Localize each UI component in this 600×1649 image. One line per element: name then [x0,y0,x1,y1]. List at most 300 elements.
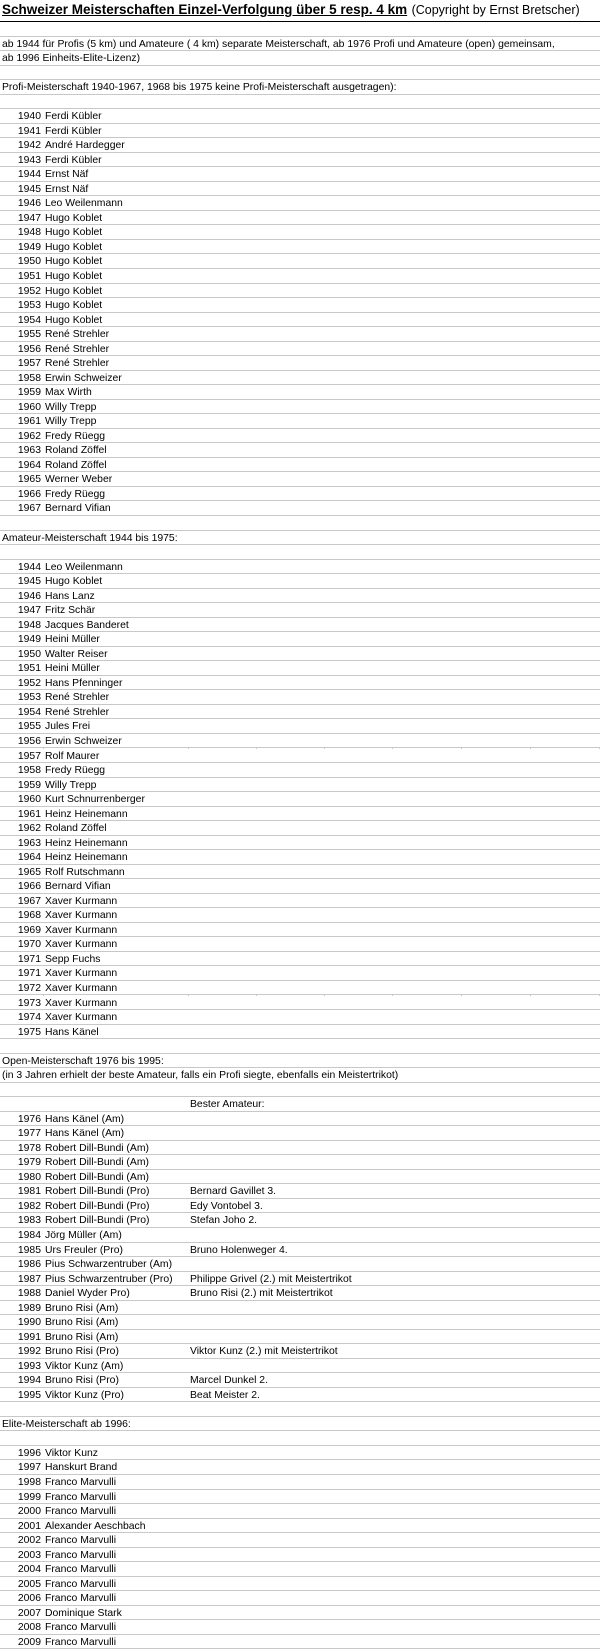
winner-name-cell: Robert Dill-Bundi (Am) [45,1142,149,1154]
winner-name-cell: André Hardegger [45,140,125,152]
year-cell: 1950 [17,256,41,268]
table-row [0,385,600,400]
year-cell: 2005 [17,1578,41,1590]
table-row [0,937,600,952]
winner-name-cell: Franco Marvulli [45,1636,117,1648]
note-cell: Bruno Holenweger 4. [190,1244,288,1256]
table-row [0,865,600,880]
year-cell: 1955 [17,329,41,341]
winner-name-cell: Hugo Koblet [45,300,103,312]
winner-name-cell: Hans Känel [45,1026,99,1038]
winner-name-cell: Hanskurt Brand [45,1462,118,1474]
table-row [0,719,600,734]
section-text: ab 1944 für Profis (5 km) und Amateure ( 4 km) separate Meisterschaft, ab 1976 Profi und Amateure (open) gemeinsam, [2,38,555,50]
blank-row [0,1039,600,1054]
winner-name-cell: Sepp Fuchs [45,953,101,965]
year-cell: 1986 [17,1259,41,1271]
table-row [0,1446,600,1461]
winner-name-cell: Robert Dill-Bundi (Pro) [45,1200,150,1212]
table-row [0,1606,600,1621]
year-cell: 1959 [17,387,41,399]
winner-name-cell: Robert Dill-Bundi (Am) [45,1171,149,1183]
winner-name-cell: Roland Zöffel [45,459,107,471]
winner-name-cell: Viktor Kunz [45,1447,98,1459]
table-row [0,1504,600,1519]
table-row [0,749,600,764]
year-cell: 1945 [17,576,41,588]
table-row [0,647,600,662]
winner-name-cell: Bruno Risi (Pro) [45,1346,119,1358]
year-cell: 1956 [17,735,41,747]
year-cell: 1992 [17,1346,41,1358]
table-row [0,778,600,793]
year-cell: 1967 [17,503,41,515]
year-cell: 1993 [17,1360,41,1372]
table-row [0,1141,600,1156]
table-row [0,458,600,473]
section-text: (in 3 Jahren erhielt der beste Amateur, falls ein Profi siegte, ebenfalls ein Meistertrikot) [2,1070,399,1082]
winner-name-cell: Franco Marvulli [45,1506,117,1518]
winner-name-cell: Hugo Koblet [45,576,103,588]
blank-row [0,66,600,81]
year-cell: 1946 [17,198,41,210]
winner-name-cell: Fredy Rüegg [45,765,106,777]
winner-name-cell: Ernst Näf [45,183,89,195]
winner-name-cell: René Strehler [45,343,110,355]
table-row [0,400,600,415]
table-row [0,1373,600,1388]
title-main: Schweizer Meisterschaften Einzel-Verfolgung über 5 resp. 4 km [2,2,408,17]
table-row [0,1272,600,1287]
table-row [0,1519,600,1534]
table-row [0,501,600,516]
winner-name-cell: Ferdi Kübler [45,125,102,137]
winner-name-cell: Robert Dill-Bundi (Pro) [45,1215,150,1227]
table-row [0,1199,600,1214]
year-cell: 1983 [17,1215,41,1227]
winner-name-cell: Pius Schwarzentruber (Am) [45,1259,173,1271]
year-cell: 2000 [17,1506,41,1518]
winner-name-cell: Willy Trepp [45,416,97,428]
year-cell: 1965 [17,866,41,878]
winner-name-cell: Walter Reiser [45,648,108,660]
section-text: Open-Meisterschaft 1976 bis 1995: [2,1055,164,1067]
winner-name-cell: Franco Marvulli [45,1578,117,1590]
year-cell: 1998 [17,1477,41,1488]
year-cell: 1955 [17,721,41,733]
table-row [0,705,600,720]
winner-name-cell: Jules Frei [45,721,91,733]
winner-name-cell: Fredy Rüegg [45,430,106,442]
blank-row [0,1402,600,1417]
table-row [0,1475,600,1490]
table-row [0,792,600,807]
year-cell: 1953 [17,300,41,312]
year-cell: 1994 [17,1375,41,1387]
table-row [0,182,600,197]
year-cell: 1979 [17,1157,41,1169]
year-cell: 2004 [17,1564,41,1576]
table-row [0,850,600,865]
year-cell: 1962 [17,430,41,442]
section-text: ab 1996 Einheits-Elite-Lizenz) [2,53,141,65]
winner-name-cell: Bruno Risi (Am) [45,1331,119,1343]
section-text: Elite-Meisterschaft ab 1996: [2,1418,131,1430]
winner-name-cell: Leo Weilenmann [45,561,123,573]
year-cell: 1945 [17,183,41,195]
year-cell: 1949 [17,241,41,253]
winner-name-cell: Rolf Rutschmann [45,866,125,878]
year-cell: 1956 [17,343,41,355]
winner-name-cell: Xaver Kurmann [45,910,118,922]
section-text-row [0,1417,600,1432]
table-row [0,487,600,502]
winner-name-cell: Hugo Koblet [45,256,103,268]
table-row [0,661,600,676]
year-cell: 2009 [17,1636,41,1648]
table-row [0,254,600,269]
winner-name-cell: Hans Lanz [45,590,95,602]
table-row [0,1228,600,1243]
winner-name-cell: Franco Marvulli [45,1491,117,1503]
table-row [0,1155,600,1170]
winner-name-cell: Franco Marvulli [45,1535,117,1547]
table-row [0,1460,600,1475]
winner-name-cell: Viktor Kunz (Am) [45,1360,124,1372]
winner-name-cell: Ferdi Kübler [45,111,102,123]
winner-name-cell: Alexander Aeschbach [45,1520,146,1532]
year-cell: 1995 [17,1389,41,1401]
year-cell: 1997 [17,1462,41,1474]
winner-name-cell: Roland Zöffel [45,823,107,835]
table-row [0,284,600,299]
table-row [0,1533,600,1548]
winner-name-cell: Erwin Schweizer [45,372,122,384]
table-row [0,429,600,444]
year-cell: 1987 [17,1273,41,1285]
winner-name-cell: Robert Dill-Bundi (Am) [45,1157,149,1169]
winner-name-cell: Bernard Vifian [45,503,111,515]
winner-name-cell: Dominique Stark [45,1607,122,1619]
year-cell: 1964 [17,459,41,471]
year-cell: 1951 [17,663,41,675]
winner-name-cell: Xaver Kurmann [45,1012,118,1024]
winner-name-cell: Fredy Rüegg [45,488,106,500]
year-cell: 1981 [17,1186,41,1198]
table-row [0,124,600,139]
table-row [0,632,600,647]
winner-name-cell: Werner Weber [45,474,113,486]
winner-name-cell: Xaver Kurmann [45,968,118,980]
year-cell: 1949 [17,634,41,646]
table-row [0,952,600,967]
table-row [0,1490,600,1505]
year-cell: 1941 [17,125,41,137]
note-cell: Bester Amateur: [190,1099,265,1111]
page-title [2,1,580,19]
year-cell: 1952 [17,285,41,297]
blank-row [0,545,600,560]
winner-name-cell: Franco Marvulli [45,1564,117,1576]
table-row [0,1315,600,1330]
winner-name-cell: Hugo Koblet [45,314,103,326]
winner-name-cell: Bruno Risi (Am) [45,1317,119,1329]
section-text-row [0,37,600,52]
winner-name-cell: Willy Trepp [45,401,97,413]
table-row [0,327,600,342]
table-row [0,966,600,981]
note-cell: Marcel Dunkel 2. [190,1375,268,1387]
year-cell: 1982 [17,1200,41,1212]
year-cell: 1961 [17,808,41,820]
table-row [0,996,600,1011]
year-cell: 1960 [17,794,41,806]
year-cell: 1976 [17,1113,41,1125]
year-cell: 1944 [17,169,41,181]
winner-name-cell: Franco Marvulli [45,1622,117,1634]
year-cell: 1953 [17,692,41,704]
winner-name-cell: Viktor Kunz (Pro) [45,1389,124,1401]
year-cell: 1964 [17,852,41,864]
note-cell: Bernard Gavillet 3. [190,1186,277,1198]
winner-name-cell: Leo Weilenmann [45,198,123,210]
table-row [0,211,600,226]
section-text: Profi-Meisterschaft 1940-1967, 1968 bis 1975 keine Profi-Meisterschaft ausgetragen): [2,82,397,94]
year-cell: 1978 [17,1142,41,1154]
year-cell: 1967 [17,895,41,907]
winner-name-cell: Rolf Maurer [45,750,100,762]
winner-name-cell: Erwin Schweizer [45,735,122,747]
winner-name-cell: René Strehler [45,706,110,718]
table-row [0,690,600,705]
year-cell: 1962 [17,823,41,835]
year-cell: 1940 [17,111,41,123]
table-row [0,1010,600,1025]
winner-name-cell: Hans Känel (Am) [45,1113,125,1125]
year-cell: 1948 [17,619,41,631]
year-cell: 1948 [17,227,41,239]
winner-name-cell: Hugo Koblet [45,271,103,282]
table-row [0,1126,600,1141]
year-cell: 1988 [17,1288,41,1300]
title-row [0,0,600,22]
table-row [0,836,600,851]
year-cell: 1954 [17,706,41,718]
year-cell: 1954 [17,314,41,326]
winner-name-cell: Hugo Koblet [45,285,103,297]
year-cell: 1966 [17,488,41,500]
year-cell: 1985 [17,1244,41,1256]
year-cell: 2003 [17,1549,41,1561]
table-row [0,1577,600,1592]
table-row [0,1562,600,1577]
year-cell: 1991 [17,1331,41,1343]
table-row [0,821,600,836]
year-cell: 1958 [17,372,41,384]
table-row [0,414,600,429]
table-row [0,1025,600,1040]
winner-name-cell: Bruno Risi (Am) [45,1302,119,1314]
note-cell: Philippe Grivel (2.) mit Meistertrikot [190,1273,352,1285]
table-row [0,443,600,458]
table-row [0,1330,600,1345]
table-row [0,472,600,487]
year-cell: 1947 [17,605,41,617]
winner-name-cell: Heini Müller [45,663,100,675]
winner-name-cell: Urs Freuler (Pro) [45,1244,123,1256]
year-cell: 1974 [17,1012,41,1024]
winner-name-cell: Hugo Koblet [45,227,103,239]
year-cell: 1999 [17,1491,41,1503]
table-row [0,196,600,211]
table-row [0,1170,600,1185]
table-row [0,313,600,328]
table-row [0,1548,600,1563]
winner-name-cell: Xaver Kurmann [45,895,118,907]
winner-name-cell: Heinz Heinemann [45,808,128,820]
year-cell: 1980 [17,1171,41,1183]
winner-name-cell: Heinz Heinemann [45,837,128,849]
table-row [0,298,600,313]
table-row [0,1112,600,1127]
winner-name-cell: Kurt Schnurrenberger [45,794,145,806]
year-cell: 1957 [17,358,41,370]
table-row [0,894,600,909]
table-row [0,1388,600,1403]
winner-name-cell: Franco Marvulli [45,1477,117,1488]
year-cell: 1969 [17,924,41,936]
year-cell: 1963 [17,445,41,457]
winner-name-cell: Ernst Näf [45,169,89,181]
table-row [0,356,600,371]
year-cell: 2007 [17,1607,41,1619]
year-cell [0,1097,41,1098]
winner-name-cell: Bruno Risi (Pro) [45,1375,119,1387]
winner-name-cell: Daniel Wyder Pro) [45,1288,130,1300]
year-cell: 1952 [17,677,41,689]
table-row [0,1301,600,1316]
winner-name-cell: Franco Marvulli [45,1593,117,1605]
winner-name-cell: René Strehler [45,329,110,341]
table-row [0,603,600,618]
table-row [0,676,600,691]
year-cell: 1942 [17,140,41,152]
blank-row [0,95,600,110]
table-row [0,618,600,633]
section-text-row [0,531,600,546]
year-cell: 1960 [17,401,41,413]
winner-name-cell: Willy Trepp [45,779,97,791]
table-row [0,981,600,996]
year-cell: 2002 [17,1535,41,1547]
blank-row [0,516,600,531]
year-cell: 1975 [17,1026,41,1038]
table-row [0,1359,600,1374]
year-cell: 1973 [17,997,41,1009]
year-cell: 1968 [17,910,41,922]
winner-name-cell: Hans Känel (Am) [45,1128,125,1140]
winner-name-cell: Jacques Banderet [45,619,129,631]
year-cell: 1963 [17,837,41,849]
winner-name-cell: Franco Marvulli [45,1549,117,1561]
section-text: Amateur-Meisterschaft 1944 bis 1975: [2,532,178,544]
year-cell: 1977 [17,1128,41,1140]
winner-name-cell: Bernard Vifian [45,881,111,893]
table-row [0,560,600,575]
year-cell: 1990 [17,1317,41,1329]
year-cell: 1989 [17,1302,41,1314]
table-row [0,734,600,749]
year-cell: 1946 [17,590,41,602]
year-cell: 1971 [17,968,41,980]
winner-name-cell: Jörg Müller (Am) [45,1229,122,1241]
table-row [0,371,600,386]
table-row [0,589,600,604]
table-row [0,1184,600,1199]
table-row [0,167,600,182]
winner-name-cell: Xaver Kurmann [45,939,118,951]
table-row [0,153,600,168]
note-cell: Stefan Joho 2. [190,1215,258,1227]
winner-name-cell: Hugo Koblet [45,212,103,224]
winner-name-cell: Xaver Kurmann [45,924,118,936]
blank-row [0,1431,600,1446]
table-row [0,138,600,153]
table-row [0,1620,600,1635]
year-cell: 1959 [17,779,41,791]
blank-row [0,22,600,37]
winner-name-cell: René Strehler [45,358,110,370]
section-text-row [0,80,600,95]
table-row [0,807,600,822]
winner-name-cell: Xaver Kurmann [45,997,118,1009]
table-row [0,1591,600,1606]
year-cell: 1984 [17,1229,41,1241]
table-row [0,1243,600,1258]
table-row [0,879,600,894]
year-cell: 2008 [17,1622,41,1634]
year-cell: 1971 [17,953,41,965]
year-cell: 1943 [17,154,41,166]
winner-name-cell: Hugo Koblet [45,241,103,253]
winner-name-cell: Pius Schwarzentruber (Pro) [45,1273,173,1285]
year-cell: 1965 [17,474,41,486]
winner-name-cell: René Strehler [45,692,110,704]
table-row [0,1344,600,1359]
table-row [0,923,600,938]
table-row [0,109,600,124]
table-row [0,1097,600,1112]
table-row [0,763,600,778]
year-cell: 2006 [17,1593,41,1605]
note-cell: Bruno Risi (2.) mit Meistertrikot [190,1288,333,1300]
year-cell: 1972 [17,982,41,994]
table-row [0,269,600,284]
section-text-row [0,51,600,66]
year-cell: 1966 [17,881,41,893]
winner-name-cell: Roland Zöffel [45,445,107,457]
table-row [0,574,600,589]
winner-name-cell: Xaver Kurmann [45,982,118,994]
table-row [0,225,600,240]
note-cell: Viktor Kunz (2.) mit Meistertrikot [190,1346,338,1358]
winner-name-cell: Heini Müller [45,634,100,646]
title-copyright: (Copyright by Ernst Bretscher) [411,3,580,17]
year-cell: 1944 [17,561,41,573]
table-row [0,1257,600,1272]
year-cell: 1957 [17,750,41,762]
year-cell: 2001 [17,1520,41,1532]
